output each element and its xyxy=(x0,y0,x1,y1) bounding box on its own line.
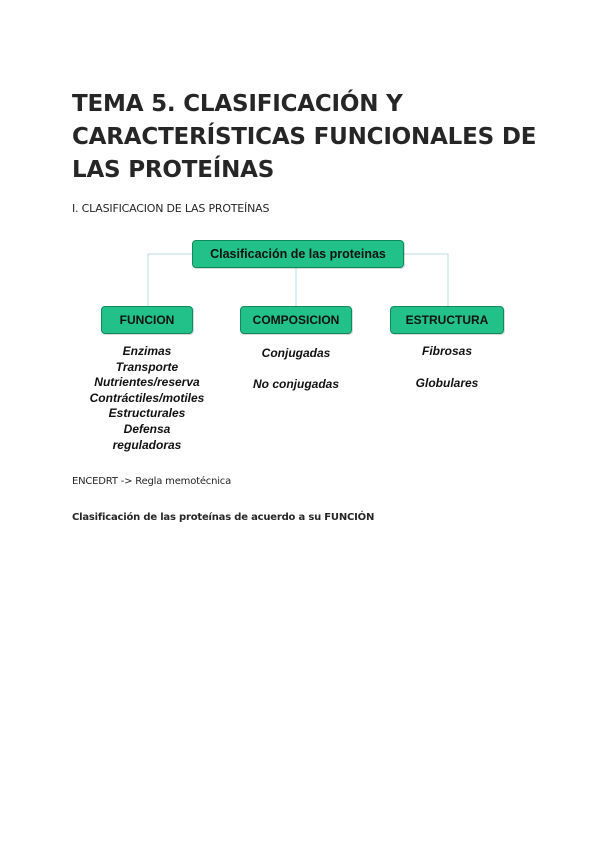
category-funcion-box: FUNCION xyxy=(101,306,193,334)
list-item: Estructurales xyxy=(108,406,186,421)
list-item: Globulares xyxy=(415,375,479,390)
funcion-items-list xyxy=(80,344,214,453)
category-composicion-box: COMPOSICION xyxy=(240,306,352,334)
list-item: Enzimas xyxy=(122,344,172,358)
classification-diagram xyxy=(88,232,518,464)
list-item: Contráctiles/motiles xyxy=(89,390,205,405)
section-heading: I. CLASIFICACION DE LAS PROTEÍNAS xyxy=(72,202,270,215)
estructura-items-list xyxy=(397,344,497,391)
document-title: TEMA 5. CLASIFICACIÓN Y CARACTERÍSTICAS FUNCIONALES DE LAS PROTEÍNAS xyxy=(72,91,537,183)
connector-funcion xyxy=(148,254,192,306)
list-item: Nutrientes/reserva xyxy=(94,375,200,390)
connector-estructura xyxy=(404,254,448,306)
list-item: reguladoras xyxy=(112,437,182,452)
diagram-root-box: Clasificación de las proteinas xyxy=(192,240,404,268)
list-item: Transporte xyxy=(115,359,179,374)
list-item: Fibrosas xyxy=(421,344,472,358)
composicion-items-list xyxy=(231,346,361,392)
mnemonic-note: ENCEDRT -> Regla memotécnica xyxy=(72,476,232,487)
list-item: No conjugadas xyxy=(252,376,339,391)
list-item: Defensa xyxy=(123,421,171,436)
function-subheading: Clasificación de las proteínas de acuerdo a su FUNCIÓN xyxy=(72,512,375,523)
category-estructura-box: ESTRUCTURA xyxy=(390,306,504,334)
list-item: Conjugadas xyxy=(261,346,331,360)
